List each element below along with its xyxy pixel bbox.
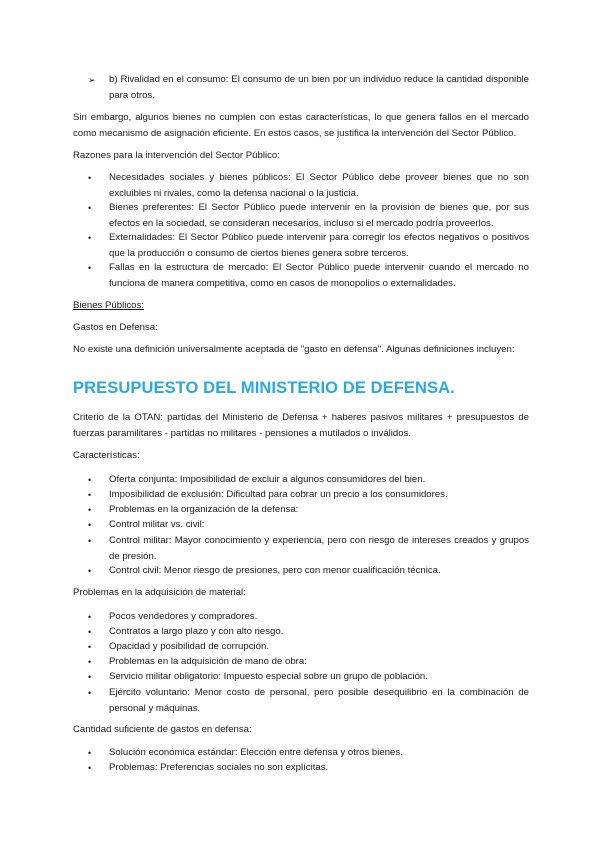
- acquisition-item: Problemas en la adquisición de mano de obra:: [109, 656, 307, 667]
- bullet-icon: •: [88, 233, 92, 243]
- otan-criterion: Criterio de la OTAN: partidas del Ministerio de Defensa + haberes pasivos militares + presupuestos de fuerzas paramilitares - partidas no militares - pensiones a mutilados o inválidos.: [73, 412, 529, 439]
- reasons-title: Razones para la intervención del Sector Público:: [73, 150, 280, 161]
- public-goods-title: Bienes Públicos:: [73, 300, 144, 311]
- bullet-icon: •: [88, 566, 92, 576]
- characteristic-item: Control militar: Mayor conocimiento y experiencia, pero con riesgo de intereses creados y grupos de presión.: [109, 535, 529, 562]
- rivalry-item: b) Rivalidad en el consumo: El consumo de un bien por un individuo reduce la cantidad disponible para otros.: [109, 74, 529, 101]
- bullet-icon: •: [88, 657, 92, 667]
- characteristic-item: Imposibilidad de exclusión: Dificultad para cobrar un precio a los consumidores.: [109, 489, 448, 500]
- reason-item: Fallas en la estructura de mercado: El Sector Público puede intervenir cuando el mercado no funciona de manera competitiva, como en casos de monopolios o externalidades.: [109, 262, 529, 289]
- bullet-icon: •: [88, 627, 92, 637]
- defense-spending-title: Gastos en Defensa:: [73, 322, 158, 333]
- acquisition-item: Pocos vendedores y compradores.: [109, 611, 258, 622]
- characteristic-item: Problemas en la organización de la defensa:: [109, 504, 299, 515]
- bullet-icon: •: [88, 173, 92, 183]
- bullet-icon: •: [88, 520, 92, 530]
- characteristics-title: Características:: [73, 450, 140, 461]
- arrow-bullet-icon: ➢: [88, 75, 96, 85]
- acquisition-item: Servicio militar obligatorio: Impuesto especial sobre un grupo de población.: [109, 671, 428, 682]
- acquisition-item: Ejército voluntario: Menor costo de personal, pero posible desequilibrio en la combinación de personal y máquinas.: [109, 687, 529, 714]
- characteristic-item: Oferta conjunta: Imposibilidad de excluir a algunos consumidores del bien.: [109, 474, 426, 485]
- bullet-icon: •: [88, 612, 92, 622]
- bullet-icon: •: [88, 263, 92, 273]
- bullet-icon: •: [88, 672, 92, 682]
- sufficient-item: Solución económica estándar: Elección entre defensa y otros bienes.: [109, 747, 403, 758]
- section-heading: PRESUPUESTO DEL MINISTERIO DE DEFENSA.: [73, 379, 455, 397]
- sufficient-title: Cantidad suficiente de gastos en defensa:: [73, 724, 252, 735]
- acquisition-item: Opacidad y posibilidad de corrupción.: [109, 641, 269, 652]
- reason-item: Externalidades: El Sector Público puede intervenir para corregir los efectos negativos o positivos que la producción o consumo de ciertos bienes genera sobre terceros.: [109, 232, 529, 259]
- bullet-icon: •: [88, 203, 92, 213]
- bullet-icon: •: [88, 763, 92, 773]
- bullet-icon: •: [88, 505, 92, 515]
- bullet-icon: •: [88, 748, 92, 758]
- characteristic-item: Control militar vs. civil:: [109, 519, 205, 530]
- bullet-icon: •: [88, 688, 92, 698]
- characteristic-item: Control civil: Menor riesgo de presiones, pero con menor cualificación técnica.: [109, 565, 441, 576]
- reason-item: Bienes preferentes: El Sector Público puede intervenir en la provisión de bienes que, por sus efectos en la sociedad, se consideran necesarios, incluso si el mercado podría proveerlos.: [109, 202, 529, 229]
- intro-paragraph: Sin embargo, algunos bienes no cumplen con estas características, lo que genera fallos en el mercado como mecanismo de asignación eficiente. En estos casos, se justifica la intervención del Sector Público.: [73, 112, 529, 139]
- reason-item: Necesidades sociales y bienes públicos: El Sector Público debe proveer bienes que no son excluibles ni rivales, como la defensa nacional o la justicia.: [109, 172, 529, 199]
- bullet-icon: •: [88, 642, 92, 652]
- acquisition-item: Contratos a largo plazo y con alto riesgo.: [109, 626, 284, 637]
- bullet-icon: •: [88, 475, 92, 485]
- sufficient-item: Problemas: Preferencias sociales no son explícitas.: [109, 762, 329, 773]
- bullet-icon: •: [88, 490, 92, 500]
- bullet-icon: •: [88, 536, 92, 546]
- defense-definition: No existe una definición universalmente aceptada de "gasto en defensa". Algunas definiciones incluyen:: [73, 344, 515, 355]
- acquisition-title: Problemas en la adquisición de material:: [73, 587, 246, 598]
